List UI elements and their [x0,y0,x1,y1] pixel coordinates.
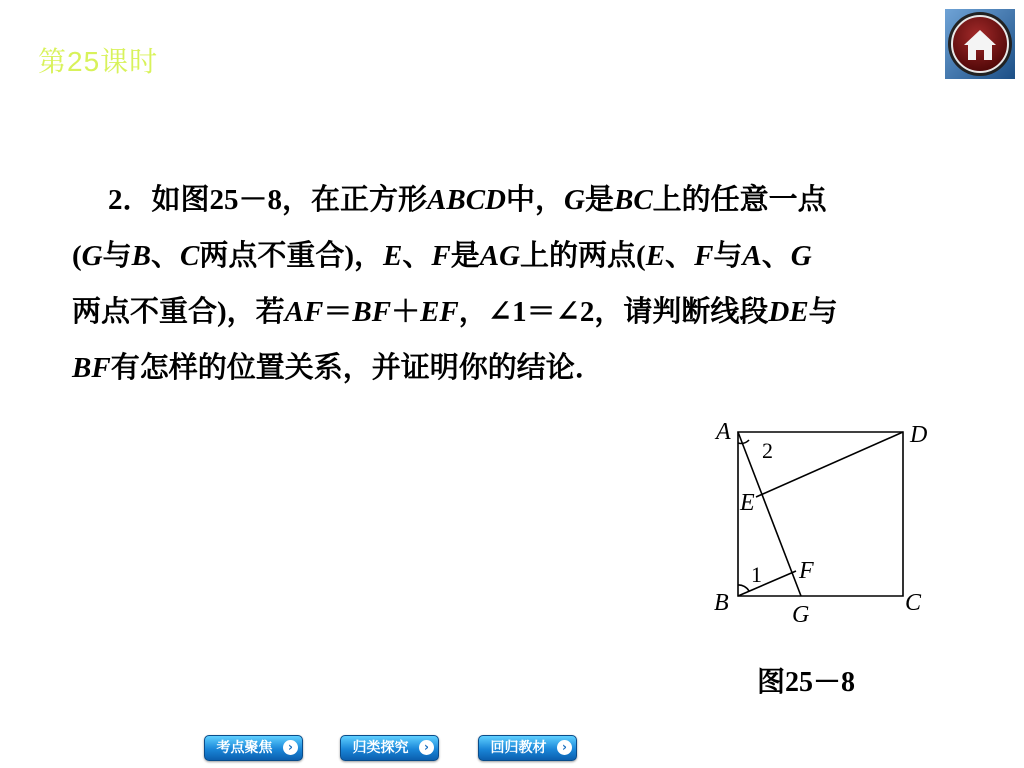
angle-1-label: 1 [751,562,762,587]
math-symbol: E [645,240,666,272]
math-symbol: EF [420,296,459,328]
math-symbol: G [564,184,585,216]
segment-de [756,432,903,497]
problem-text-run: 、 [150,240,180,272]
problem-text-run: 、 [761,240,791,272]
math-symbol: A [742,240,762,272]
problem-text-run: ＝ [323,296,353,328]
problem-text-run: 与 [102,240,132,272]
problem-text-run: ( [72,240,82,272]
math-symbol: F [694,240,714,272]
problem-text-run: 两点不重合)， [199,240,384,272]
chevron-right-icon: › [557,740,572,755]
math-symbol: BF [352,296,392,328]
math-symbol: F [431,240,451,272]
problem-text-run: 、 [402,240,432,272]
problem-text-run: 与 [808,296,838,328]
figure-caption: 图25－8 [757,667,856,698]
math-symbol: DE [768,296,809,328]
problem-text-run: 是 [450,240,480,272]
problem-text-run: 与 [713,240,743,272]
home-icon [944,8,1016,80]
problem-text-run: 中， [506,184,565,216]
math-symbol: G [790,240,812,272]
problem-line [72,172,964,228]
math-symbol: AG [479,240,521,272]
problem-text-run: 上的两点( [520,240,646,272]
home-button[interactable] [944,8,1016,80]
math-symbol: BC [613,184,653,216]
math-symbol: AF [284,296,324,328]
label-e: E [740,490,755,516]
math-symbol: C [180,240,200,272]
geometry-figure [700,412,940,632]
problem-text-run: 有怎样的位置关系，并证明你的结论． [110,352,604,384]
label-g: G [792,602,810,628]
chevron-right-icon: › [419,740,434,755]
math-symbol: B [131,240,151,272]
label-d: D [910,422,928,448]
segment-bf [738,571,796,596]
problem-text-run: 2．如图25－8，在正方形 [108,184,428,216]
angle-2-arc [738,440,749,443]
math-symbol: ABCD [427,184,506,216]
label-c: C [905,590,922,616]
problem-text-run: 两点不重合)，若 [72,296,285,328]
chevron-right-icon: › [283,740,298,755]
nav-focus-label: 考点聚焦 [216,740,273,756]
nav-textbook-label: 回归教材 [490,740,547,756]
math-symbol: E [383,240,403,272]
nav-explore-button[interactable] [340,735,439,761]
angle-1-arc [738,585,749,591]
math-symbol: BF [72,352,111,384]
nav-explore-label: 归类探究 [352,740,409,756]
angle-2-label: 2 [762,438,773,463]
problem-text [72,172,964,396]
math-symbol: G [81,240,103,272]
problem-line [72,284,964,340]
problem-line [72,228,964,284]
problem-text-run: 、 [665,240,695,272]
problem-text-run: ，∠1＝∠2，请判断线段 [458,296,769,328]
problem-text-run: ＋ [391,296,421,328]
nav-textbook-button[interactable] [478,735,577,761]
label-a: A [716,419,731,445]
problem-text-run: 上的任意一点 [652,184,827,216]
problem-line [72,340,964,396]
lesson-title: 第25课时 [38,46,159,77]
problem-text-run: 是 [584,184,614,216]
nav-focus-button[interactable] [204,735,303,761]
label-f: F [799,558,814,584]
label-b: B [714,590,729,616]
